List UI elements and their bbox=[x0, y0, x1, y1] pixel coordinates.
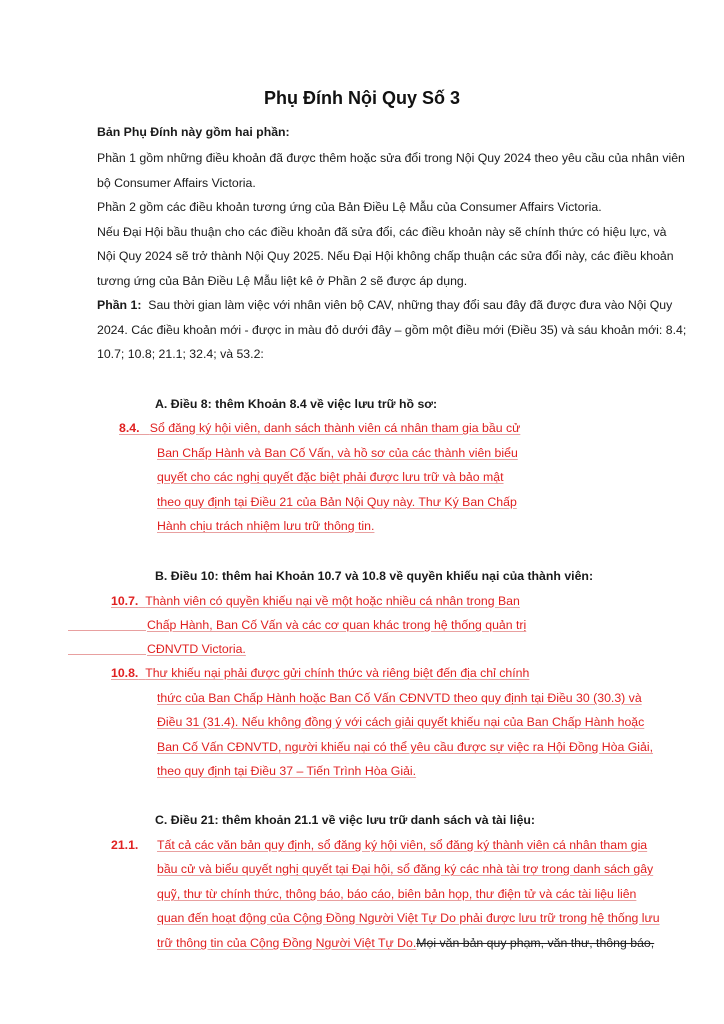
clause-text: Thành viên có quyền khiếu nại về một hoặc nhiều cá nhân trong Ban bbox=[145, 594, 520, 608]
intro-line: bộ Consumer Affairs Victoria. bbox=[97, 176, 256, 190]
clause-text: quan đến hoạt động của Cộng Đồng Người Việt Tự Do phải được lưu trữ trong hệ thống lưu bbox=[157, 911, 660, 925]
intro-line: Phần 2 gồm các điều khoản tương ứng của Bản Điều Lệ Mẫu của Consumer Affairs Victoria. bbox=[97, 200, 602, 214]
clause-text: bầu cử và biểu quyết nghị quyết tại Đại hội, sổ đăng ký các nhà tài trợ trong danh sách gây bbox=[157, 862, 654, 876]
clause-10-8 bbox=[111, 665, 529, 681]
clause-number: 10.7. bbox=[111, 594, 139, 608]
part1-text: Sau thời gian làm việc với nhân viên bộ CAV, những thay đổi sau đây đã được đưa vào Nội Quy bbox=[148, 298, 673, 312]
part1-line: 2024. Các điều khoản mới - được in màu đỏ dưới đây – gồm một điều mới (Điều 35) và sáu khoản mới: 8.4; bbox=[97, 323, 687, 337]
clause-number: 8.4. bbox=[119, 421, 140, 435]
part1-line: 10.7; 10.8; 21.1; 32.4; và 53.2: bbox=[97, 347, 264, 361]
deleted-text: Mọi văn bản quy phạm, văn thư, thông báo, bbox=[416, 936, 655, 950]
intro-line: Phần 1 gồm những điều khoản đã được thêm hoặc sửa đổi trong Nội Quy 2024 theo yêu cầu của nhân viên bbox=[97, 151, 685, 165]
section-c-heading: C. Điều 21: thêm khoản 21.1 về việc lưu trữ danh sách và tài liệu: bbox=[155, 813, 536, 827]
underline-rule bbox=[68, 630, 146, 631]
clause-text: theo quy định tại Điều 21 của Bản Nội Quy này. Thư Ký Ban Chấp bbox=[157, 495, 517, 509]
part1-line bbox=[97, 297, 672, 313]
clause-text: Điều 31 (31.4). Nếu không đồng ý với cách giải quyết khiếu nại của Ban Chấp Hành hoặc bbox=[157, 715, 645, 729]
clause-text: quyết cho các nghị quyết đặc biệt phải được lưu trữ và bảo mật bbox=[157, 470, 504, 484]
underline-rule bbox=[68, 654, 146, 655]
clause-number: 10.8. bbox=[111, 666, 139, 680]
clause-text: Thư khiếu nại phải được gửi chính thức và riêng biệt đến địa chỉ chính bbox=[145, 666, 530, 680]
clause-text: theo quy định tại Điều 37 – Tiến Trình Hòa Giải. bbox=[157, 764, 417, 778]
clause-text: Ban Chấp Hành và Ban Cố Vấn, và hồ sơ của các thành viên biểu bbox=[157, 446, 518, 460]
intro-line: Nội Quy 2024 sẽ trở thành Nội Quy 2025. Nếu Đại Hội không chấp thuận các sửa đổi này, các điều khoản bbox=[97, 249, 674, 263]
section-b-heading: B. Điều 10: thêm hai Khoản 10.7 và 10.8 về quyền khiếu nại của thành viên: bbox=[155, 569, 594, 583]
document-title: Phụ Đính Nội Quy Số 3 bbox=[263, 88, 460, 108]
clause-text: thức của Ban Chấp Hành hoặc Ban Cố Vấn CĐNVTD theo quy định tại Điều 30 (30.3) và bbox=[157, 691, 642, 705]
clause-text: quỹ, thư từ chính thức, thông báo, báo cáo, biên bản họp, thư điện tử và các tài liệu liên bbox=[157, 887, 637, 901]
clause-text: CĐNVTD Victoria. bbox=[147, 642, 246, 656]
clause-number: 21.1. bbox=[111, 838, 139, 852]
part1-label: Phần 1: bbox=[97, 298, 142, 312]
clause-text: Hành chịu trách nhiệm lưu trữ thông tin. bbox=[157, 519, 375, 533]
clause-text: trữ thông tin của Cộng Đồng Người Việt Tự Do. bbox=[157, 936, 417, 950]
intro-heading: Bản Phụ Đính này gồm hai phần: bbox=[97, 125, 290, 139]
clause-8-4 bbox=[119, 420, 520, 436]
intro-line: Nếu Đại Hội bầu thuận cho các điều khoản đã sửa đổi, các điều khoản này sẽ chính thức có hiệu lực, và bbox=[97, 225, 667, 239]
clause-text: Sổ đăng ký hội viên, danh sách thành viên cá nhân tham gia bầu cử bbox=[149, 421, 521, 435]
intro-line: tương ứng của Bản Điều Lệ Mẫu liệt kê ở Phần 2 sẽ được áp dụng. bbox=[97, 274, 468, 288]
clause-text: Ban Cố Vấn CĐNVTD, người khiếu nại có thể yêu cầu được sự việc ra Hội Đồng Hòa Giải, bbox=[157, 740, 654, 754]
clause-last-line bbox=[157, 935, 654, 951]
clause-text: Tất cả các văn bản quy định, sổ đăng ký hội viên, sổ đăng ký thành viên cá nhân tham gia bbox=[157, 838, 648, 852]
section-a-heading: A. Điều 8: thêm Khoản 8.4 về việc lưu trữ hồ sơ: bbox=[155, 397, 438, 411]
clause-text: Chấp Hành, Ban Cố Vấn và các cơ quan khác trong hệ thống quản trị bbox=[147, 618, 527, 632]
clause-10-7 bbox=[111, 593, 520, 609]
